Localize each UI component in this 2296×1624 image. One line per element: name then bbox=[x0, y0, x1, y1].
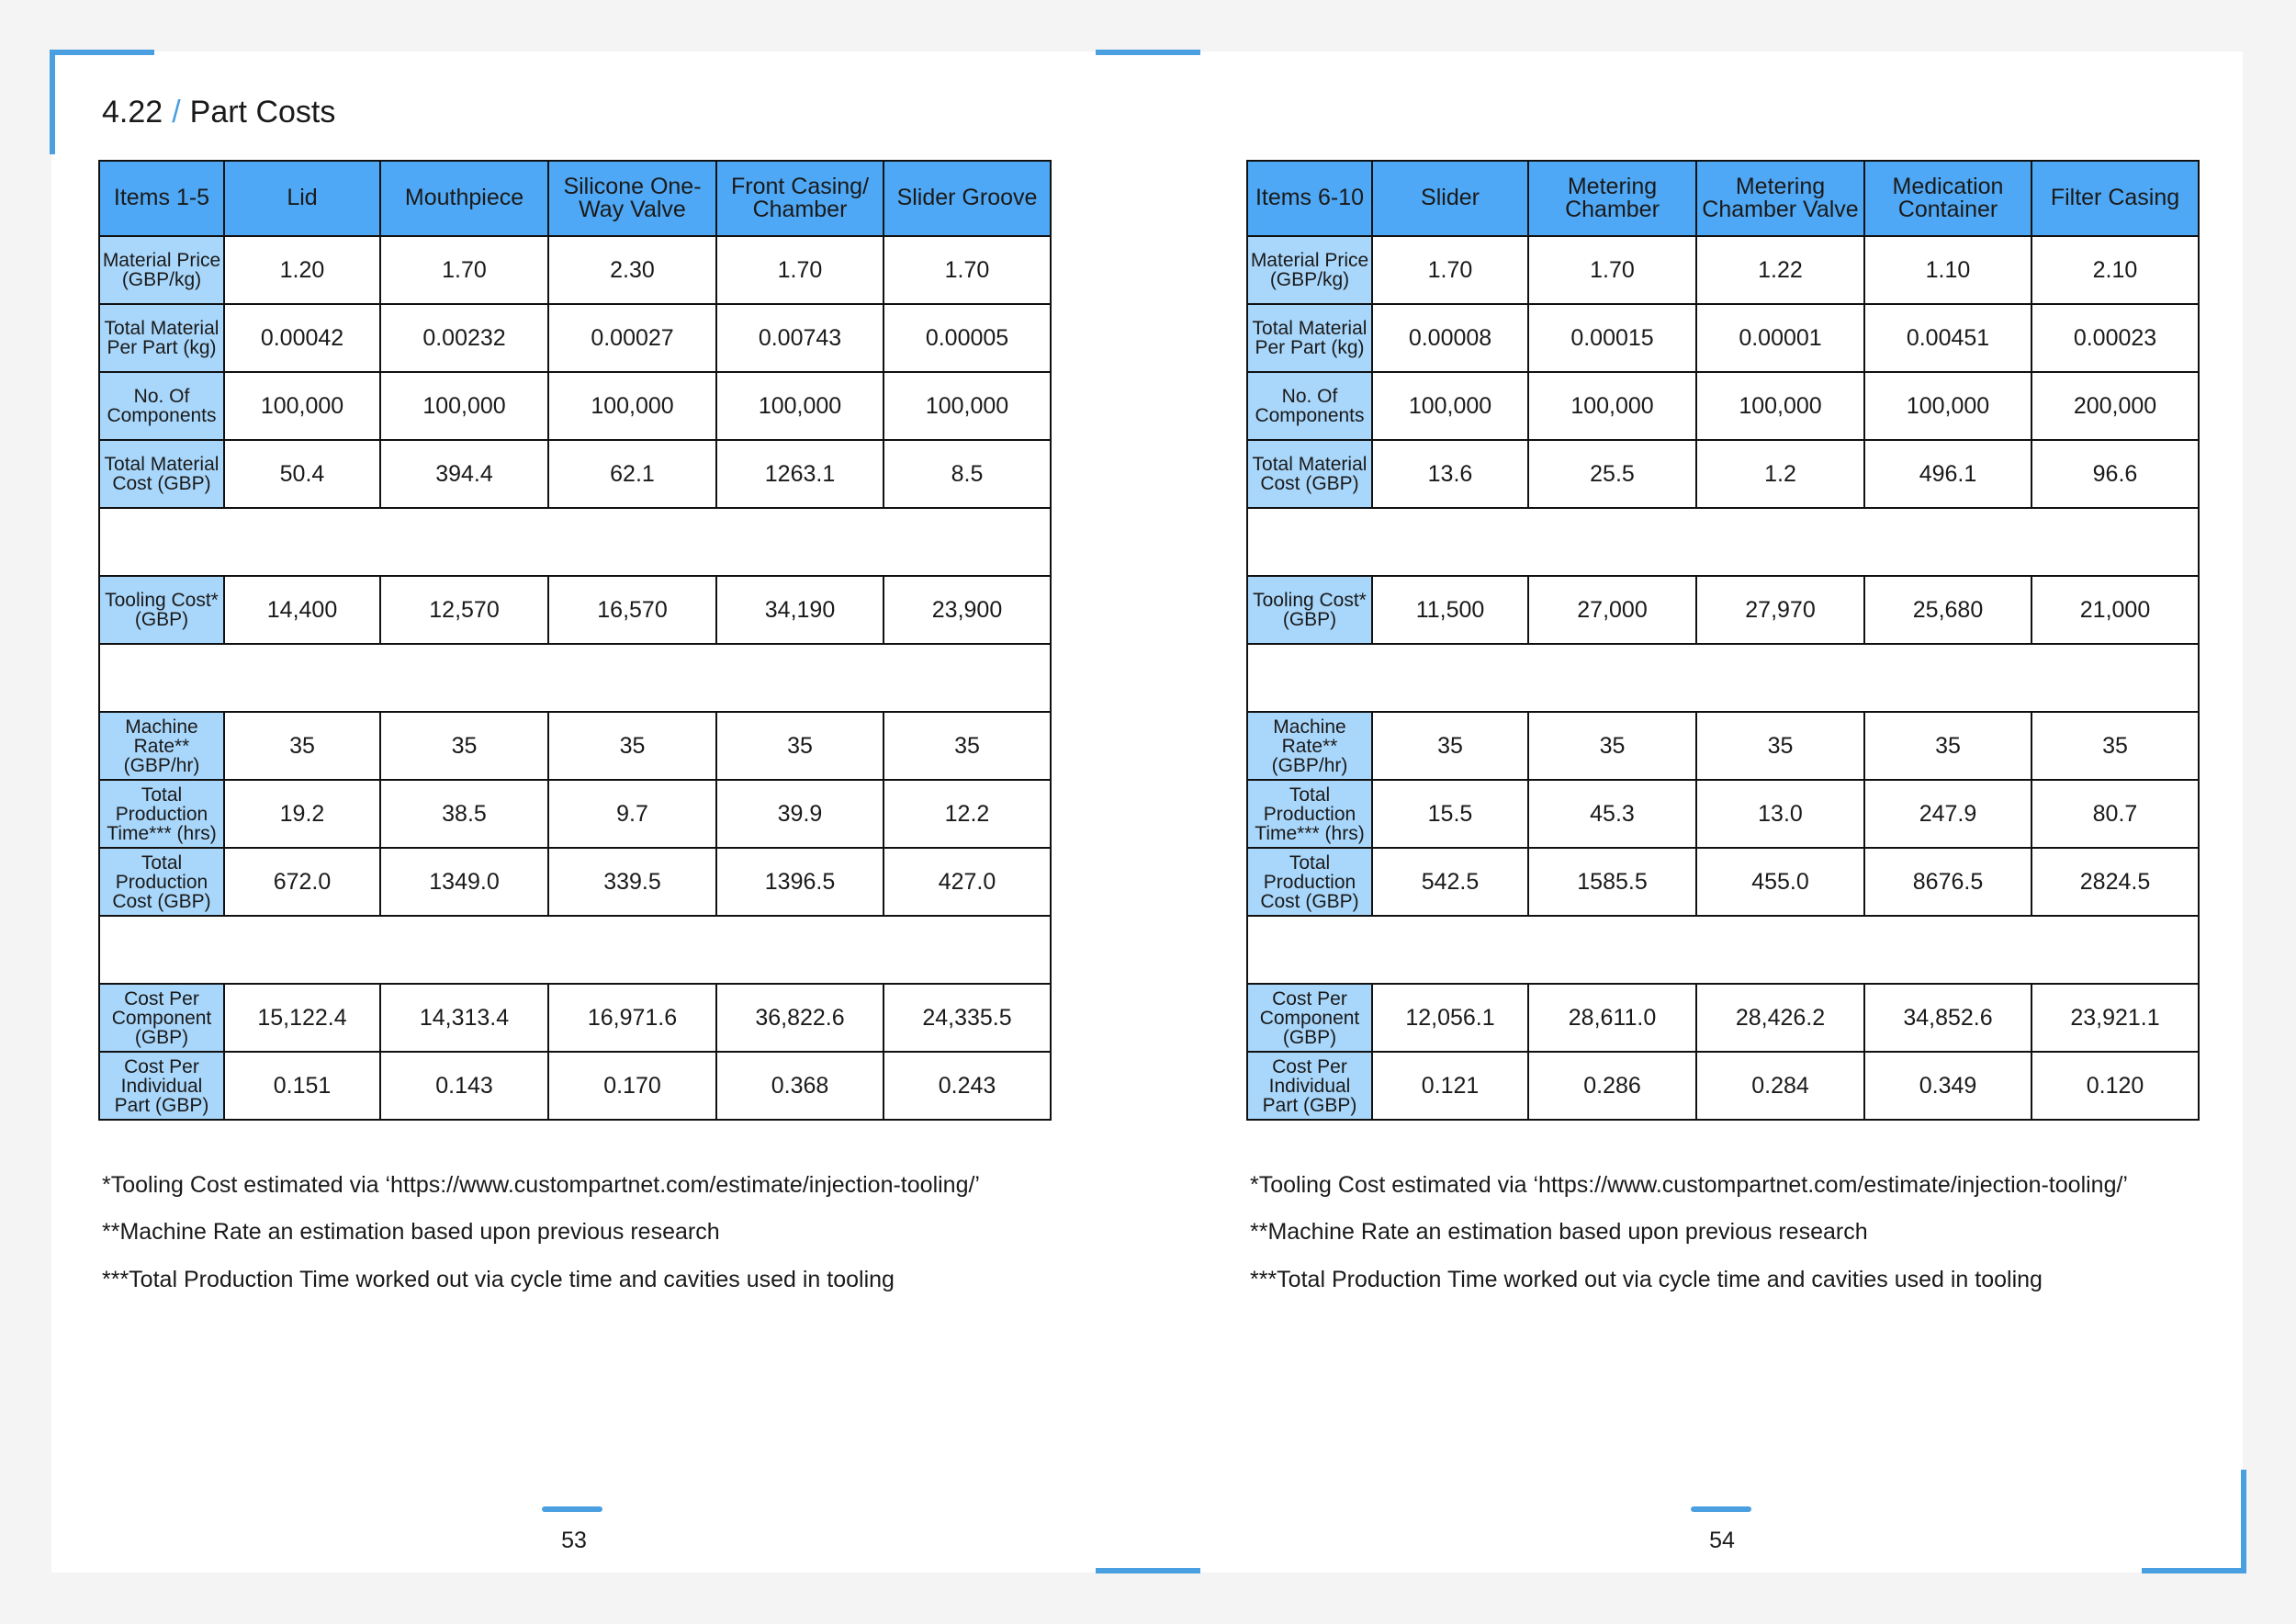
table-cell: 11,500 bbox=[1372, 576, 1528, 644]
table-row bbox=[1247, 780, 2199, 848]
table-cell: 27,970 bbox=[1696, 576, 1864, 644]
table-cell: 1.2 bbox=[1696, 440, 1864, 508]
row-label-machine-rate: Machine Rate** (GBP/hr) bbox=[99, 712, 224, 780]
table-cell: 12,056.1 bbox=[1372, 984, 1528, 1052]
spacer-cell bbox=[1247, 644, 2199, 712]
spacer-row bbox=[1247, 508, 2199, 576]
table-cell: 1.20 bbox=[224, 236, 380, 304]
part-costs-table-items-6-10 bbox=[1246, 160, 2200, 1121]
table-cell: 100,000 bbox=[224, 372, 380, 440]
table-cell: 100,000 bbox=[1864, 372, 2032, 440]
table-cell: 2824.5 bbox=[2032, 848, 2199, 916]
footnote-machine-rate: **Machine Rate an estimation based upon previous research bbox=[102, 1219, 720, 1246]
table-cell: 0.00451 bbox=[1864, 304, 2032, 372]
row-label-no-of-components: No. Of Components bbox=[99, 372, 224, 440]
table-cell: 100,000 bbox=[380, 372, 548, 440]
spacer-cell bbox=[99, 916, 1051, 984]
table-row bbox=[1247, 576, 2199, 644]
table-cell: 200,000 bbox=[2032, 372, 2199, 440]
table-cell: 23,921.1 bbox=[2032, 984, 2199, 1052]
table-cell: 0.00001 bbox=[1696, 304, 1864, 372]
corner-bracket-top-left-horizontal bbox=[50, 50, 154, 55]
table-cell: 13.6 bbox=[1372, 440, 1528, 508]
table-row bbox=[1247, 1052, 2199, 1120]
table-cell: 35 bbox=[2032, 712, 2199, 780]
table-cell: 0.143 bbox=[380, 1052, 548, 1120]
table-cell: 0.170 bbox=[548, 1052, 716, 1120]
table-cell: 1.70 bbox=[380, 236, 548, 304]
row-label-material-price: Material Price (GBP/kg) bbox=[1247, 236, 1372, 304]
header-items-6-10: Items 6-10 bbox=[1247, 161, 1372, 236]
row-label-cost-per-individual-part: Cost Per Individual Part (GBP) bbox=[1247, 1052, 1372, 1120]
table-cell: 0.00015 bbox=[1528, 304, 1696, 372]
row-label-total-production-time: Total Production Time*** (hrs) bbox=[99, 780, 224, 848]
page-number-dash-left bbox=[542, 1506, 602, 1512]
row-label-tooling-cost: Tooling Cost* (GBP) bbox=[99, 576, 224, 644]
table-cell: 25,680 bbox=[1864, 576, 2032, 644]
row-label-material-per-part: Total Material Per Part (kg) bbox=[99, 304, 224, 372]
table-cell: 35 bbox=[548, 712, 716, 780]
table-header-row bbox=[99, 161, 1051, 236]
row-label-cost-per-individual-part: Cost Per Individual Part (GBP) bbox=[99, 1052, 224, 1120]
spacer-row bbox=[1247, 644, 2199, 712]
table-cell: 0.121 bbox=[1372, 1052, 1528, 1120]
spacer-row bbox=[99, 916, 1051, 984]
footnote-production-time: ***Total Production Time worked out via cycle time and cavities used in tooling bbox=[1250, 1266, 2043, 1292]
table-row bbox=[1247, 984, 2199, 1052]
table-row bbox=[1247, 304, 2199, 372]
table-cell: 23,900 bbox=[884, 576, 1051, 644]
table-cell: 35 bbox=[884, 712, 1051, 780]
table-cell: 0.243 bbox=[884, 1052, 1051, 1120]
table-cell: 455.0 bbox=[1696, 848, 1864, 916]
table-cell: 0.00005 bbox=[884, 304, 1051, 372]
row-label-material-price: Material Price (GBP/kg) bbox=[99, 236, 224, 304]
page-number-right: 54 bbox=[1709, 1528, 1735, 1553]
table-row bbox=[99, 440, 1051, 508]
table-cell: 247.9 bbox=[1864, 780, 2032, 848]
table-cell: 1.70 bbox=[884, 236, 1051, 304]
table-row bbox=[99, 236, 1051, 304]
bottom-center-tab bbox=[1096, 1568, 1200, 1573]
table-row bbox=[99, 848, 1051, 916]
table-cell: 15.5 bbox=[1372, 780, 1528, 848]
table-cell: 16,971.6 bbox=[548, 984, 716, 1052]
row-label-total-production-cost: Total Production Cost (GBP) bbox=[1247, 848, 1372, 916]
table-row bbox=[99, 576, 1051, 644]
table-cell: 8.5 bbox=[884, 440, 1051, 508]
table-cell: 0.00232 bbox=[380, 304, 548, 372]
page-number-dash-right bbox=[1691, 1506, 1751, 1512]
table-cell: 24,335.5 bbox=[884, 984, 1051, 1052]
table-row bbox=[99, 712, 1051, 780]
table-cell: 0.286 bbox=[1528, 1052, 1696, 1120]
spacer-row bbox=[99, 644, 1051, 712]
table-cell: 50.4 bbox=[224, 440, 380, 508]
header-front-casing-chamber: Front Casing/ Chamber bbox=[716, 161, 884, 236]
top-center-tab bbox=[1096, 50, 1200, 55]
table-cell: 0.368 bbox=[716, 1052, 884, 1120]
table-cell: 100,000 bbox=[1696, 372, 1864, 440]
table-cell: 0.120 bbox=[2032, 1052, 2199, 1120]
row-label-tooling-cost: Tooling Cost* (GBP) bbox=[1247, 576, 1372, 644]
table-cell: 15,122.4 bbox=[224, 984, 380, 1052]
footnote-tooling-cost: *Tooling Cost estimated via ‘https://www.custompartnet.com/estimate/injection-tooling/’ bbox=[102, 1172, 980, 1198]
footnote-production-time: ***Total Production Time worked out via cycle time and cavities used in tooling bbox=[102, 1266, 895, 1292]
row-label-total-material-cost: Total Material Cost (GBP) bbox=[1247, 440, 1372, 508]
table-cell: 394.4 bbox=[380, 440, 548, 508]
row-label-total-material-cost: Total Material Cost (GBP) bbox=[99, 440, 224, 508]
header-medication-container: Medication Container bbox=[1864, 161, 2032, 236]
row-label-material-per-part: Total Material Per Part (kg) bbox=[1247, 304, 1372, 372]
part-costs-table-items-1-5 bbox=[98, 160, 1052, 1121]
table-cell: 1.70 bbox=[1528, 236, 1696, 304]
table-cell: 80.7 bbox=[2032, 780, 2199, 848]
section-title-text: Part Costs bbox=[189, 95, 336, 130]
table-cell: 100,000 bbox=[1372, 372, 1528, 440]
table-cell: 28,611.0 bbox=[1528, 984, 1696, 1052]
table-row bbox=[1247, 848, 2199, 916]
table-cell: 1263.1 bbox=[716, 440, 884, 508]
table-cell: 542.5 bbox=[1372, 848, 1528, 916]
spacer-cell bbox=[99, 508, 1051, 576]
table-cell: 1585.5 bbox=[1528, 848, 1696, 916]
table-cell: 14,313.4 bbox=[380, 984, 548, 1052]
table-cell: 2.10 bbox=[2032, 236, 2199, 304]
table-cell: 21,000 bbox=[2032, 576, 2199, 644]
table-row bbox=[1247, 712, 2199, 780]
row-label-no-of-components: No. Of Components bbox=[1247, 372, 1372, 440]
spacer-cell bbox=[1247, 508, 2199, 576]
table-row bbox=[1247, 236, 2199, 304]
table-cell: 1.70 bbox=[716, 236, 884, 304]
table-cell: 35 bbox=[224, 712, 380, 780]
table-row bbox=[99, 984, 1051, 1052]
table-cell: 27,000 bbox=[1528, 576, 1696, 644]
table-cell: 13.0 bbox=[1696, 780, 1864, 848]
table-cell: 35 bbox=[716, 712, 884, 780]
table-cell: 34,190 bbox=[716, 576, 884, 644]
table-cell: 2.30 bbox=[548, 236, 716, 304]
footnotes-right bbox=[1250, 1173, 2214, 1314]
header-slider: Slider bbox=[1372, 161, 1528, 236]
table-cell: 45.3 bbox=[1528, 780, 1696, 848]
spacer-cell bbox=[1247, 916, 2199, 984]
table-cell: 100,000 bbox=[716, 372, 884, 440]
table-row bbox=[1247, 372, 2199, 440]
table-cell: 34,852.6 bbox=[1864, 984, 2032, 1052]
table-row bbox=[99, 780, 1051, 848]
table-cell: 1.22 bbox=[1696, 236, 1864, 304]
corner-bracket-top-left-vertical bbox=[50, 50, 55, 154]
table-cell: 35 bbox=[1864, 712, 2032, 780]
table-row bbox=[99, 372, 1051, 440]
table-cell: 672.0 bbox=[224, 848, 380, 916]
table-cell: 100,000 bbox=[884, 372, 1051, 440]
row-label-cost-per-component: Cost Per Component (GBP) bbox=[1247, 984, 1372, 1052]
page-number-left: 53 bbox=[561, 1528, 587, 1553]
table-cell: 0.00027 bbox=[548, 304, 716, 372]
table-header-row bbox=[1247, 161, 2199, 236]
table-cell: 12,570 bbox=[380, 576, 548, 644]
table-cell: 9.7 bbox=[548, 780, 716, 848]
table-cell: 1396.5 bbox=[716, 848, 884, 916]
header-silicone-one-way-valve: Silicone One-Way Valve bbox=[548, 161, 716, 236]
table-cell: 0.00042 bbox=[224, 304, 380, 372]
table-cell: 100,000 bbox=[1528, 372, 1696, 440]
row-label-machine-rate: Machine Rate** (GBP/hr) bbox=[1247, 712, 1372, 780]
header-filter-casing: Filter Casing bbox=[2032, 161, 2199, 236]
table-cell: 96.6 bbox=[2032, 440, 2199, 508]
header-items-1-5: Items 1-5 bbox=[99, 161, 224, 236]
table-cell: 0.151 bbox=[224, 1052, 380, 1120]
table-cell: 16,570 bbox=[548, 576, 716, 644]
table-cell: 39.9 bbox=[716, 780, 884, 848]
table-cell: 100,000 bbox=[548, 372, 716, 440]
spacer-row bbox=[99, 508, 1051, 576]
table-cell: 14,400 bbox=[224, 576, 380, 644]
table-cell: 1.70 bbox=[1372, 236, 1528, 304]
table-cell: 35 bbox=[380, 712, 548, 780]
table-cell: 1349.0 bbox=[380, 848, 548, 916]
table-cell: 339.5 bbox=[548, 848, 716, 916]
section-separator: / bbox=[172, 95, 181, 130]
section-number: 4.22 bbox=[102, 95, 163, 130]
row-label-cost-per-component: Cost Per Component (GBP) bbox=[99, 984, 224, 1052]
table-cell: 0.00743 bbox=[716, 304, 884, 372]
table-cell: 1.10 bbox=[1864, 236, 2032, 304]
table-cell: 36,822.6 bbox=[716, 984, 884, 1052]
spacer-cell bbox=[99, 644, 1051, 712]
table-row bbox=[99, 1052, 1051, 1120]
header-lid: Lid bbox=[224, 161, 380, 236]
header-mouthpiece: Mouthpiece bbox=[380, 161, 548, 236]
table-cell: 8676.5 bbox=[1864, 848, 2032, 916]
table-cell: 0.349 bbox=[1864, 1052, 2032, 1120]
section-title bbox=[102, 95, 335, 130]
table-cell: 0.284 bbox=[1696, 1052, 1864, 1120]
corner-bracket-bottom-right-vertical bbox=[2241, 1470, 2246, 1573]
table-cell: 25.5 bbox=[1528, 440, 1696, 508]
table-row bbox=[99, 304, 1051, 372]
header-metering-chamber-valve: Metering Chamber Valve bbox=[1696, 161, 1864, 236]
spacer-row bbox=[1247, 916, 2199, 984]
table-cell: 38.5 bbox=[380, 780, 548, 848]
table-cell: 35 bbox=[1372, 712, 1528, 780]
table-cell: 496.1 bbox=[1864, 440, 2032, 508]
header-slider-groove: Slider Groove bbox=[884, 161, 1051, 236]
table-cell: 28,426.2 bbox=[1696, 984, 1864, 1052]
table-row bbox=[1247, 440, 2199, 508]
footnotes-left bbox=[102, 1173, 1066, 1314]
table-cell: 0.00008 bbox=[1372, 304, 1528, 372]
table-cell: 19.2 bbox=[224, 780, 380, 848]
header-metering-chamber: Metering Chamber bbox=[1528, 161, 1696, 236]
table-cell: 35 bbox=[1696, 712, 1864, 780]
table-cell: 12.2 bbox=[884, 780, 1051, 848]
table-cell: 427.0 bbox=[884, 848, 1051, 916]
table-cell: 0.00023 bbox=[2032, 304, 2199, 372]
corner-bracket-bottom-right-horizontal bbox=[2142, 1568, 2246, 1573]
footnote-machine-rate: **Machine Rate an estimation based upon previous research bbox=[1250, 1219, 1868, 1246]
footnote-tooling-cost: *Tooling Cost estimated via ‘https://www.custompartnet.com/estimate/injection-tooling/’ bbox=[1250, 1172, 2128, 1198]
table-cell: 35 bbox=[1528, 712, 1696, 780]
table-cell: 62.1 bbox=[548, 440, 716, 508]
row-label-total-production-cost: Total Production Cost (GBP) bbox=[99, 848, 224, 916]
row-label-total-production-time: Total Production Time*** (hrs) bbox=[1247, 780, 1372, 848]
